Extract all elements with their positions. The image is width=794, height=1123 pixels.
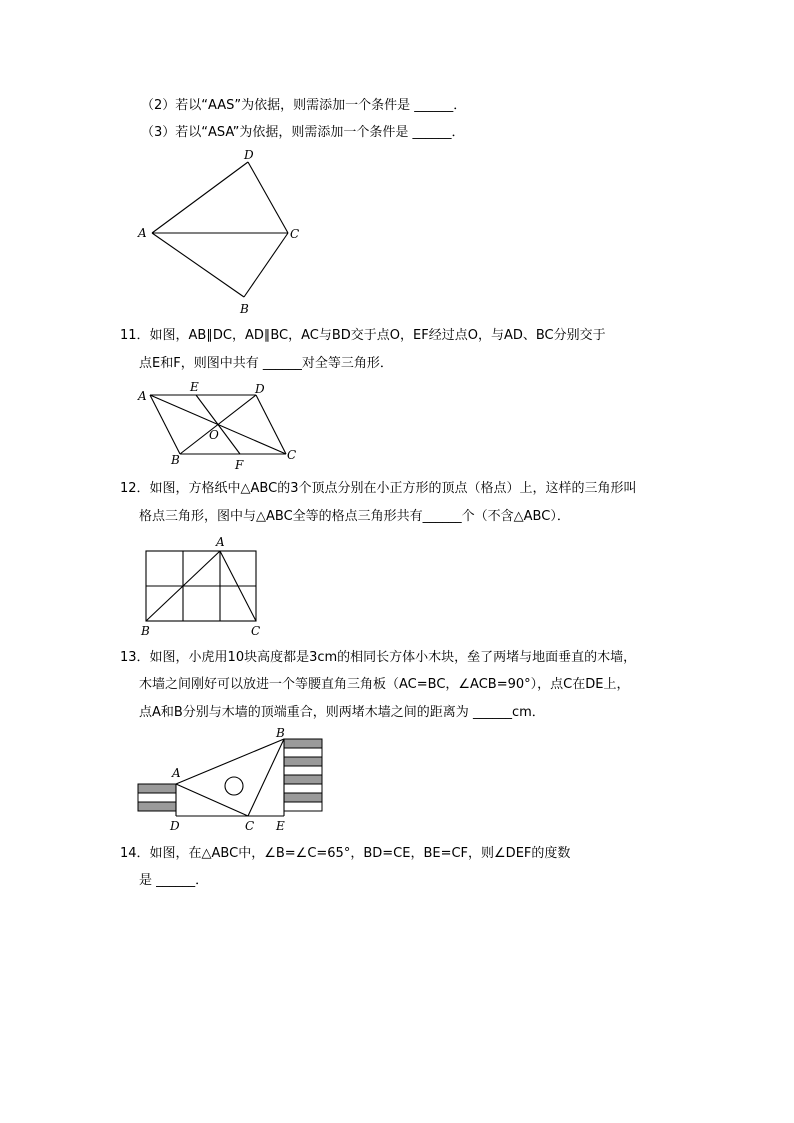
label-D: D xyxy=(170,819,180,833)
set-square-hole xyxy=(225,777,243,795)
label-C: C xyxy=(251,624,261,638)
segment-AD xyxy=(152,162,248,233)
q10-part3-text: （3）若以“ASA”为依据，则需添加一个条件是 ______． xyxy=(141,125,465,140)
label-A: A xyxy=(216,535,225,549)
label-B: B xyxy=(141,624,150,638)
label-F: F xyxy=(235,458,244,472)
segment-AB xyxy=(150,395,180,454)
left-wall xyxy=(138,784,176,811)
q12-figure xyxy=(136,533,271,640)
q14-text-line1: 14．如图，在△ABC中，∠B=∠C=65°，BD=CE，BE=CF，则∠DEF的度数 xyxy=(120,846,571,861)
label-C: C xyxy=(287,448,297,462)
q12-text-line1: 12．如图，方格纸中△ABC的3个顶点分别在小正方形的顶点（格点）上，这样的三角形叫 xyxy=(120,481,637,496)
q13-text-line3: 点A和B分别与木墙的顶端重合，则两堵木墙之间的距离为 ______cm． xyxy=(139,705,545,720)
label-D: D xyxy=(244,148,254,162)
segment-EF xyxy=(196,395,240,454)
label-C: C xyxy=(245,819,255,833)
right-wall xyxy=(284,739,322,811)
segment-AB xyxy=(176,739,284,784)
label-E: E xyxy=(276,819,285,833)
segment-DC xyxy=(256,395,286,454)
label-O: O xyxy=(209,428,219,442)
label-E: E xyxy=(190,380,199,394)
q11-figure xyxy=(130,378,310,472)
label-C: C xyxy=(290,227,300,241)
label-B: B xyxy=(240,302,249,316)
segment-AC xyxy=(176,784,248,816)
label-D: D xyxy=(255,382,265,396)
segment-DC xyxy=(248,162,288,233)
q11-text-line1: 11．如图，AB∥DC，AD∥BC，AC与BD交于点O，EF经过点O，与AD、BC分别交于 xyxy=(120,328,606,343)
segment-AB xyxy=(152,233,244,297)
label-A: A xyxy=(138,226,147,240)
segment-BC xyxy=(244,233,288,297)
label-B: B xyxy=(171,453,180,467)
label-B: B xyxy=(276,726,285,740)
label-A: A xyxy=(138,389,147,403)
q13-text-line2: 木墙之间刚好可以放进一个等腰直角三角板（AC=BC，∠ACB=90°），点C在DE上， xyxy=(139,677,630,692)
q10-figure xyxy=(130,145,310,320)
q10-part2-text: （2）若以“AAS”为依据，则需添加一个条件是 ______． xyxy=(141,98,467,113)
q11-text-line2: 点E和F，则图中共有 ______对全等三角形． xyxy=(139,356,393,371)
label-A: A xyxy=(172,766,181,780)
segment-BC xyxy=(248,739,284,816)
q12-text-line2: 格点三角形，图中与△ABC全等的格点三角形共有______个（不含△ABC）． xyxy=(139,509,570,524)
q13-text-line1: 13．如图，小虎用10块高度都是3cm的相同长方体小木块，垒了两堵与地面垂直的木墙， xyxy=(120,650,637,665)
q14-text-line2: 是 ______． xyxy=(139,873,209,888)
q13-figure xyxy=(130,725,330,837)
